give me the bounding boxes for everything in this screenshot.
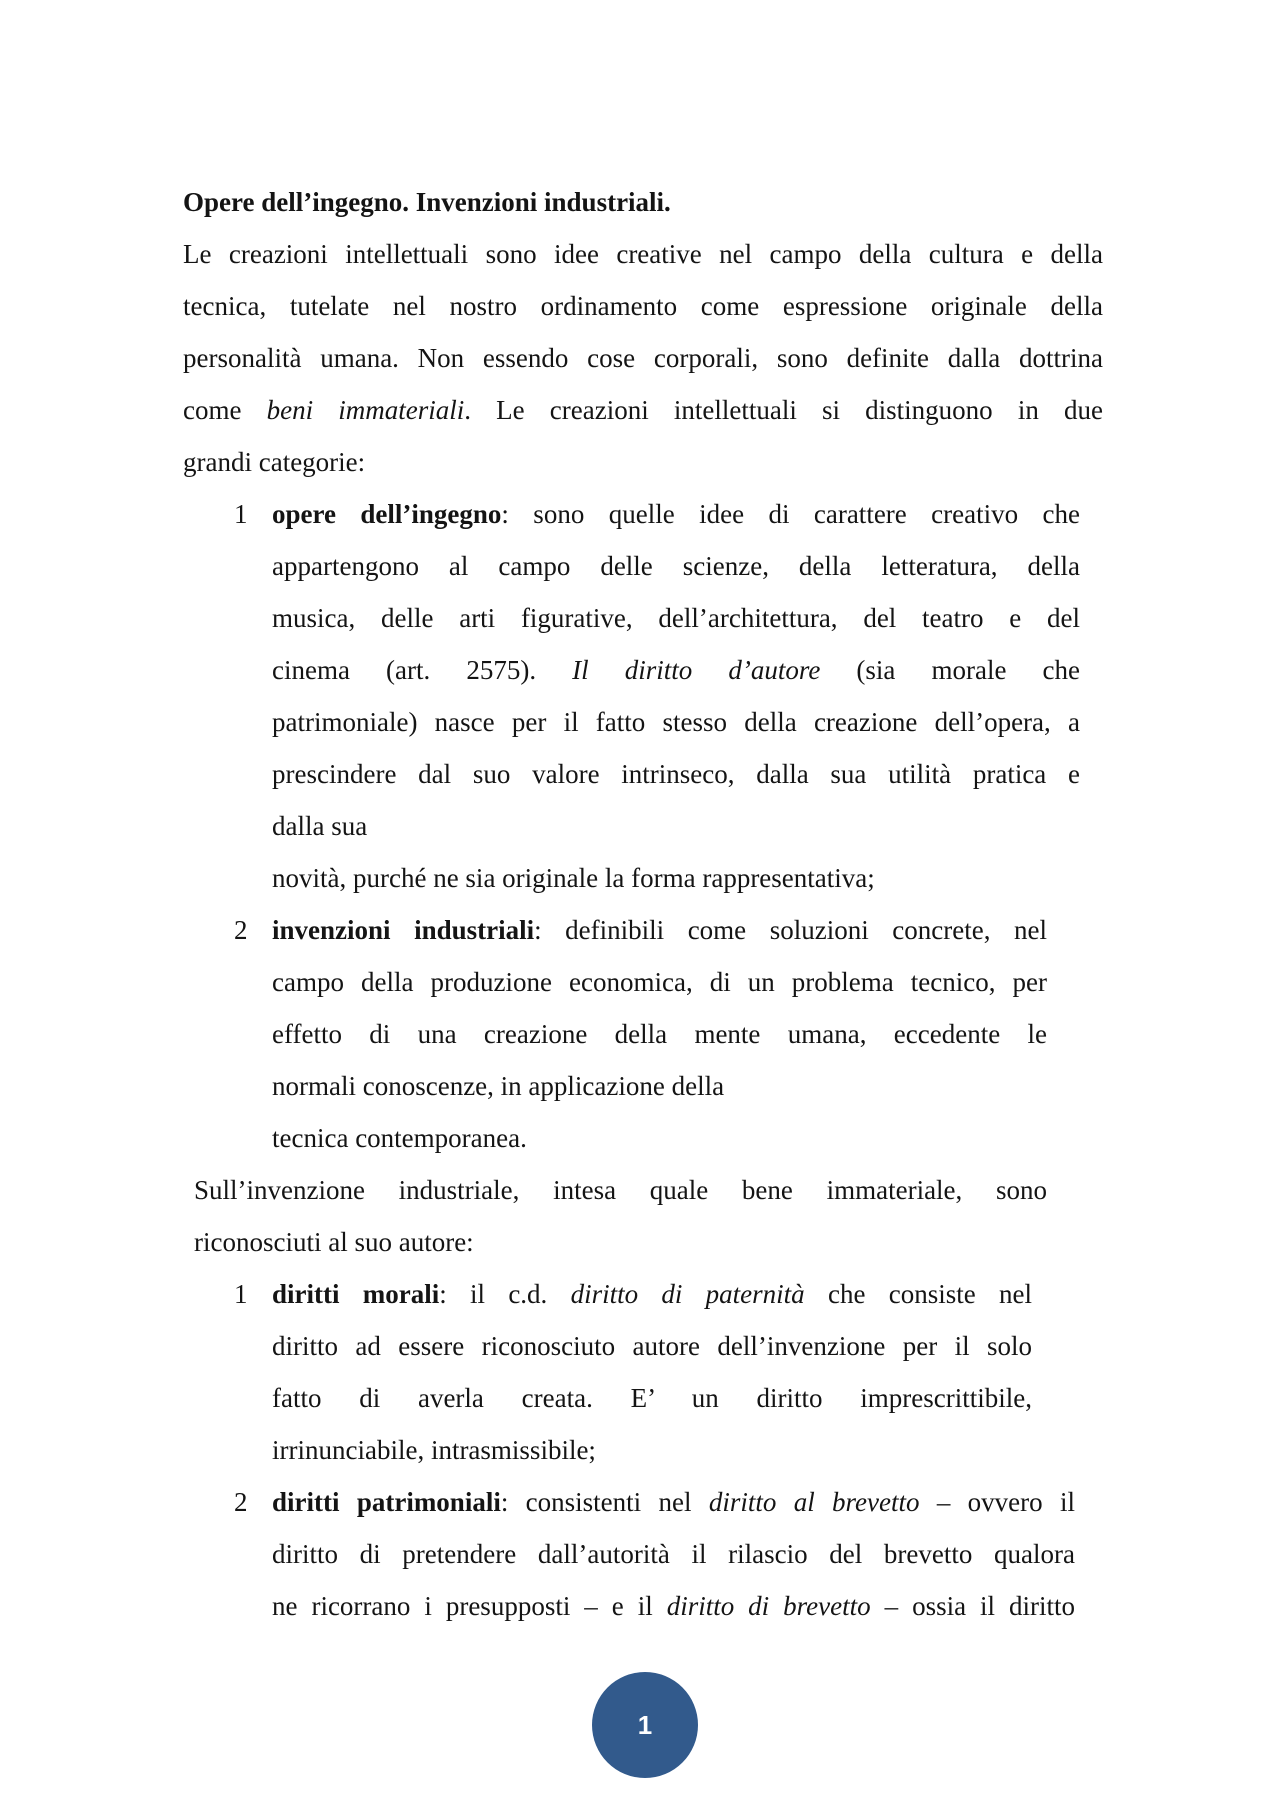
list-item-line: patrimoniale) nasce per il fatto stesso della creazione dell’opera, a	[272, 707, 1080, 737]
page-number-badge	[592, 1672, 698, 1778]
list-item-line: diritti patrimoniali: consistenti nel diritto al brevetto – ovvero il	[272, 1487, 1075, 1517]
body-line: riconosciuti al suo autore:	[194, 1227, 474, 1257]
list-item-line: diritto di pretendere dall’autorità il rilascio del brevetto qualora	[272, 1539, 1075, 1569]
list-item-line: novità, purché ne sia originale la forma rappresentativa;	[272, 863, 875, 893]
list-item-line: cinema (art. 2575). Il diritto d’autore (sia morale che	[272, 655, 1080, 685]
list-number: 2	[234, 915, 248, 945]
list-item-line: effetto di una creazione della mente umana, eccedente le	[272, 1019, 1047, 1049]
list-item-line: musica, delle arti figurative, dell’architettura, del teatro e del	[272, 603, 1080, 633]
list-item-line: opere dell’ingegno: sono quelle idee di carattere creativo che	[272, 499, 1080, 529]
page-title: Opere dell’ingegno. Invenzioni industriali.	[183, 187, 671, 217]
page-number: 1	[637, 1709, 653, 1740]
list-item-line: tecnica contemporanea.	[272, 1123, 527, 1153]
list-item-line: irrinunciabile, intrasmissibile;	[272, 1435, 596, 1465]
list-item-line: prescindere dal suo valore intrinseco, dalla sua utilità pratica e	[272, 759, 1080, 789]
list-item-line: normali conoscenze, in applicazione della	[272, 1071, 725, 1101]
body-line: Sull’invenzione industriale, intesa quale bene immateriale, sono	[194, 1175, 1047, 1205]
list-number: 1	[234, 1279, 248, 1309]
list-item-line: diritti morali: il c.d. diritto di paternità che consiste nel	[272, 1279, 1032, 1309]
list-item-line: campo della produzione economica, di un problema tecnico, per	[272, 967, 1047, 997]
intro-line-5: grandi categorie:	[183, 447, 366, 477]
list-item-line: appartengono al campo delle scienze, della letteratura, della	[272, 551, 1080, 581]
list-item-line: ne ricorrano i presupposti – e il diritto di brevetto – ossia il diritto	[272, 1591, 1075, 1621]
list-item-line: fatto di averla creata. E’ un diritto imprescrittibile,	[272, 1383, 1032, 1413]
list-number: 1	[234, 499, 248, 529]
list-item-line: diritto ad essere riconosciuto autore dell’invenzione per il solo	[272, 1331, 1032, 1361]
list-number: 2	[234, 1487, 248, 1517]
intro-line-3: personalità umana. Non essendo cose corporali, sono definite dalla dottrina	[183, 343, 1103, 373]
intro-line-4: come beni immateriali. Le creazioni intellettuali si distinguono in due	[183, 395, 1103, 425]
list-item-line: invenzioni industriali: definibili come soluzioni concrete, nel	[272, 915, 1047, 945]
list-item-line: dalla sua	[272, 811, 368, 841]
intro-line-1: Le creazioni intellettuali sono idee creative nel campo della cultura e della	[183, 239, 1103, 269]
intro-line-2: tecnica, tutelate nel nostro ordinamento come espressione originale della	[183, 291, 1103, 321]
